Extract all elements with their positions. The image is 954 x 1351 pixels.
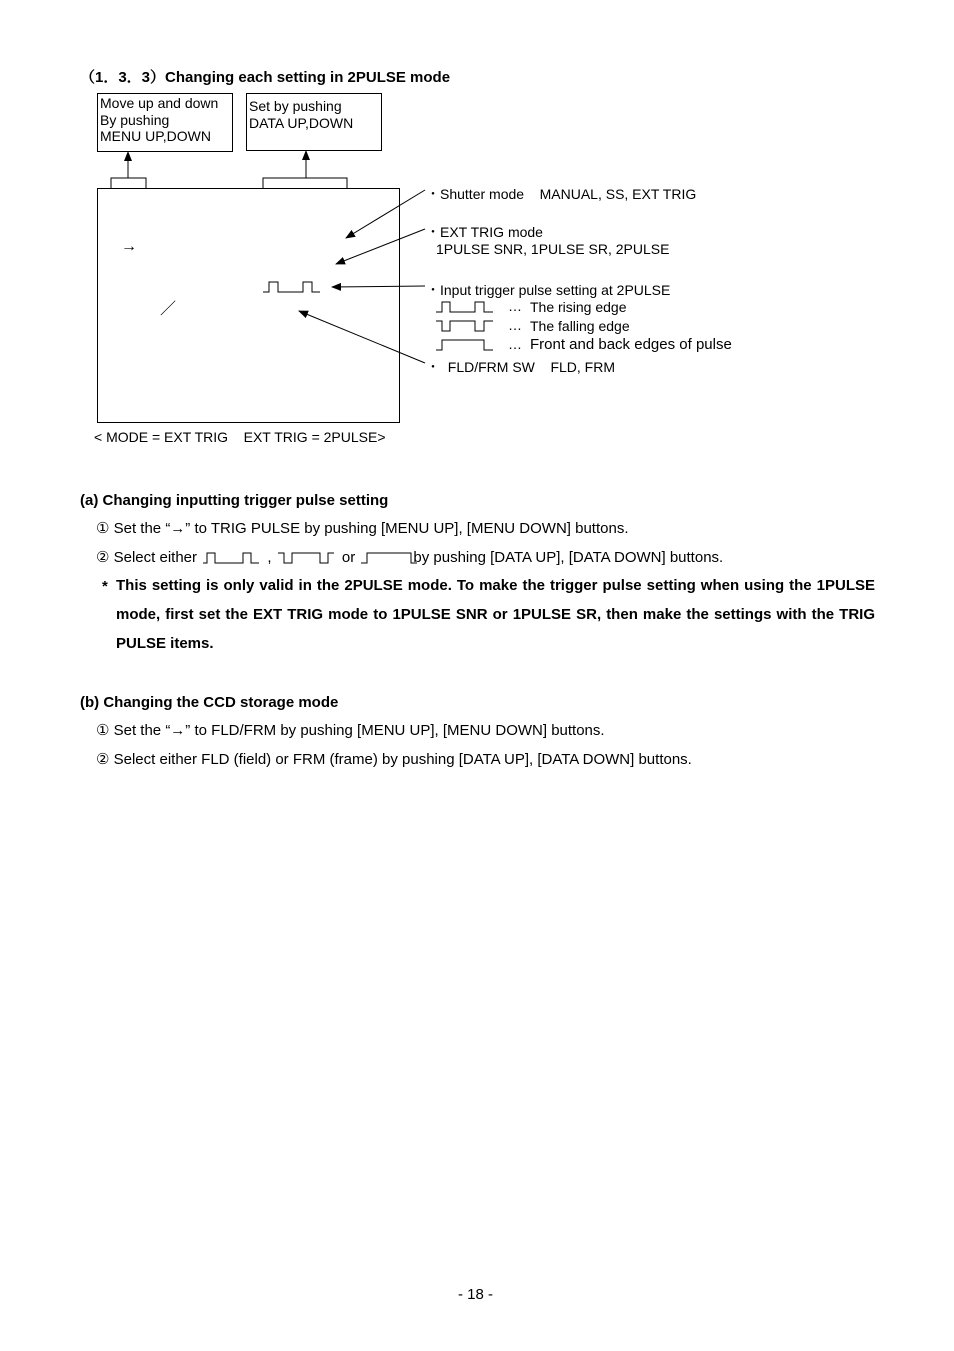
note-front-back-edges: Front and back edges of pulse — [530, 336, 732, 353]
note-ext-trig-title: ・EXT TRIG mode — [426, 224, 543, 240]
note-star: * — [102, 578, 108, 595]
note-rising-edge: The rising edge — [530, 299, 627, 315]
data-bracket — [263, 178, 347, 188]
page-number: - 18 - — [458, 1286, 494, 1303]
screen-slash: ／ — [160, 301, 177, 318]
section-b-heading: (b) Changing the CCD storage mode — [80, 694, 339, 711]
section-title: （1．3．3）Changing each setting in 2PULSE mode — [80, 69, 451, 86]
rising-edge-waveform — [436, 302, 493, 312]
dots-front-back: … — [508, 336, 522, 352]
menu-updown-box: Move up and down By pushing MENU UP,DOWN — [97, 93, 233, 152]
screen-caption: < MODE = EXT TRIG EXT TRIG = 2PULSE> — [94, 429, 386, 445]
data-updown-box: Set by pushing DATA UP,DOWN — [246, 93, 382, 151]
note-input-trigger: ・Input trigger pulse setting at 2PULSE — [426, 282, 671, 298]
menu-bracket — [111, 178, 146, 188]
input-trigger-leader — [332, 286, 425, 287]
screen-cursor-arrow: → — [121, 238, 137, 255]
step2-prefix: ② Select either — [96, 549, 197, 566]
inline-front-back-waveform — [359, 550, 417, 566]
step2-comma: , — [267, 549, 272, 566]
dots-falling: … — [508, 317, 522, 333]
dots-rising: … — [508, 298, 522, 314]
step2-suffix: by pushing [DATA UP], [DATA DOWN] buttons. — [413, 549, 724, 566]
inline-rising-waveform — [201, 550, 263, 566]
note-ext-trig-options: 1PULSE SNR, 1PULSE SR, 2PULSE — [436, 241, 670, 257]
front-back-waveform — [436, 340, 493, 350]
step2-or: or — [341, 549, 356, 566]
inline-falling-waveform — [276, 550, 338, 566]
section-a-note: This setting is only valid in the 2PULSE mode. To make the trigger pulse setting when using the 1PULSE mode, first set the EXT TRIG mode to 1PULSE SNR or 1PULSE SR, then make the settings with the TRIG PULSE items. — [116, 577, 875, 652]
falling-edge-waveform — [436, 321, 493, 331]
note-fld-frm: ・ FLD/FRM SW FLD, FRM — [426, 359, 615, 375]
section-b-step-2: ② Select either FLD (field) or FRM (frame) by pushing [DATA UP], [DATA DOWN] buttons. — [96, 751, 692, 768]
section-a-step-1: ① Set the “→” to TRIG PULSE by pushing [MENU UP], [MENU DOWN] buttons. — [96, 520, 629, 537]
note-falling-edge: The falling edge — [530, 318, 630, 334]
section-a-heading: (a) Changing inputting trigger pulse setting — [80, 492, 389, 509]
shutter-leader — [346, 190, 425, 238]
section-b-step-1: ① Set the “→” to FLD/FRM by pushing [MENU UP], [MENU DOWN] buttons. — [96, 722, 605, 739]
fld-frm-leader — [299, 311, 425, 363]
section-a-step-2 — [96, 548, 723, 566]
ext-trig-leader — [336, 229, 425, 264]
screen-pulse-waveform — [263, 282, 320, 292]
note-shutter-mode: ・Shutter mode MANUAL, SS, EXT TRIG — [426, 186, 697, 202]
